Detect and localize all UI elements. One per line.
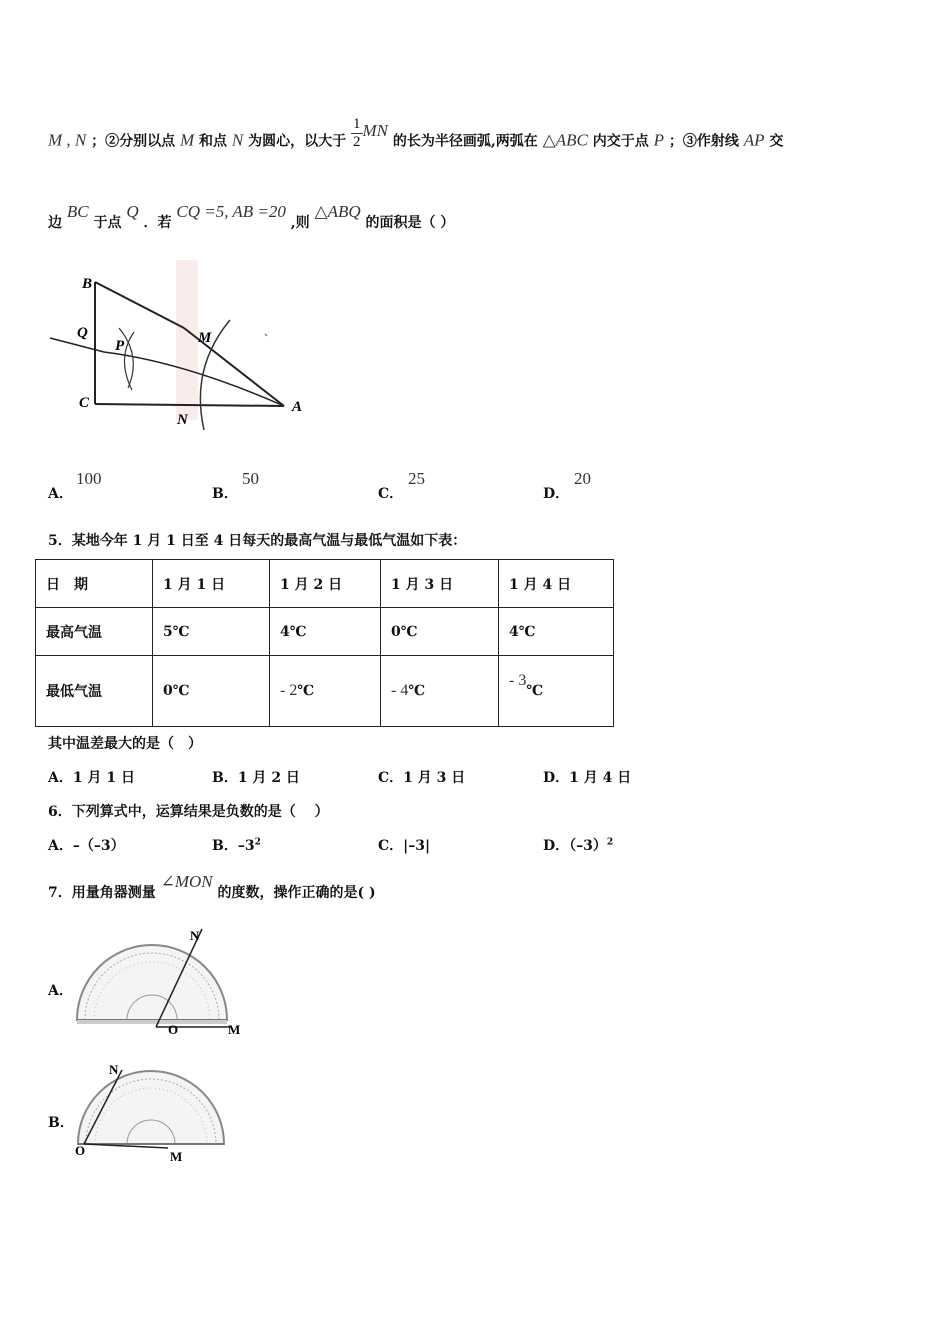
q4-option-b-value: 50	[242, 469, 259, 488]
row-label-low: 最低气温	[36, 656, 153, 727]
label-b: B	[82, 276, 93, 292]
protractor-b-figure[interactable]	[72, 1060, 232, 1165]
q4-option-c-value: 25	[408, 469, 425, 488]
table-header: 1 月 4 日	[499, 560, 614, 608]
table-header: 1 月 2 日	[270, 560, 381, 608]
table-cell: - 2℃	[270, 656, 381, 727]
table-header: 1 月 3 日	[381, 560, 499, 608]
table-header-date: 日 期	[36, 560, 153, 608]
q4-option-d-value: 20	[574, 469, 591, 488]
q6-stem: 6．下列算式中，运算结果是负数的是（ ）	[48, 804, 329, 820]
protractor-a-figure[interactable]	[72, 925, 247, 1040]
label-n: N	[177, 412, 188, 428]
label-m: M	[198, 330, 212, 346]
q6-option-a[interactable]: A．–（–3）	[48, 838, 125, 854]
table-row	[36, 656, 614, 727]
table-cell: - 4℃	[381, 656, 499, 727]
label-o: O	[168, 1022, 179, 1037]
label-m: M	[170, 1149, 183, 1164]
q5-option-a[interactable]: A．1 月 1 日	[48, 770, 135, 786]
label-p: P	[115, 338, 125, 354]
table-cell: 4℃	[499, 608, 614, 656]
table-cell: - 3℃	[499, 656, 614, 727]
label-m: M	[228, 1022, 241, 1037]
q4-triangle-figure	[44, 258, 314, 438]
label-n: N	[190, 928, 200, 943]
table-header: 1 月 1 日	[153, 560, 270, 608]
q5-question: 其中温差最大的是（ ）	[48, 736, 202, 752]
q4-mn: M , N	[48, 130, 87, 150]
scan-shading	[176, 260, 198, 420]
q4-option-b-label[interactable]: B．	[212, 486, 238, 502]
q5-option-b[interactable]: B．1 月 2 日	[212, 770, 300, 786]
q7-option-b-label[interactable]: B．	[48, 1115, 74, 1131]
label-c: C	[79, 395, 90, 411]
q4-option-c-label[interactable]: C．	[378, 486, 404, 502]
table-row	[36, 608, 614, 656]
temperature-table	[35, 559, 614, 727]
q4-line1: M , N ；②分别以点 M 和点 N 为圆心，以大于 $\frac{1}{2}$ MN 的长为半径画弧,两弧在 △ABC 内交于点 P ；③作射线 AP 交	[48, 116, 784, 150]
table-cell: 4℃	[270, 608, 381, 656]
q7-option-a-label[interactable]: A．	[48, 983, 73, 999]
q5-stem: 5．某地今年 1 月 1 日至 4 日每天的最高气温与最低气温如下表：	[48, 533, 467, 549]
table-cell: 5℃	[153, 608, 270, 656]
q4-option-a-value: 100	[76, 469, 102, 488]
label-q: Q	[77, 325, 88, 341]
table-cell: 0℃	[381, 608, 499, 656]
q6-option-b[interactable]: B．$-3^2$	[212, 837, 261, 854]
table-cell: 0℃	[153, 656, 270, 727]
half-fraction: $\frac{1}{2}$	[353, 116, 361, 150]
angle-mon: ∠MON	[160, 872, 213, 891]
q4-option-d-label[interactable]: D．	[543, 486, 570, 502]
label-n: N	[109, 1062, 119, 1077]
q6-option-c[interactable]: C．|–3|	[378, 838, 431, 854]
label-o: O	[75, 1143, 86, 1158]
q7-stem: 7．用量角器测量 ∠MON 的度数，操作正确的是( )	[48, 872, 376, 901]
q5-option-c[interactable]: C．1 月 3 日	[378, 770, 466, 786]
q4-line2: 边 BC 于点 Q ．若 CQ =5, AB =20 ,则 △ABQ 的面积是（ ）	[48, 202, 455, 231]
row-label-high: 最高气温	[36, 608, 153, 656]
q4-option-a-label[interactable]: A．	[48, 486, 73, 502]
q5-option-d[interactable]: D．1 月 4 日	[543, 770, 632, 786]
q6-option-d[interactable]: D．$(-3)^2$	[543, 837, 614, 854]
table-row	[36, 560, 614, 608]
label-a: A	[292, 399, 303, 415]
